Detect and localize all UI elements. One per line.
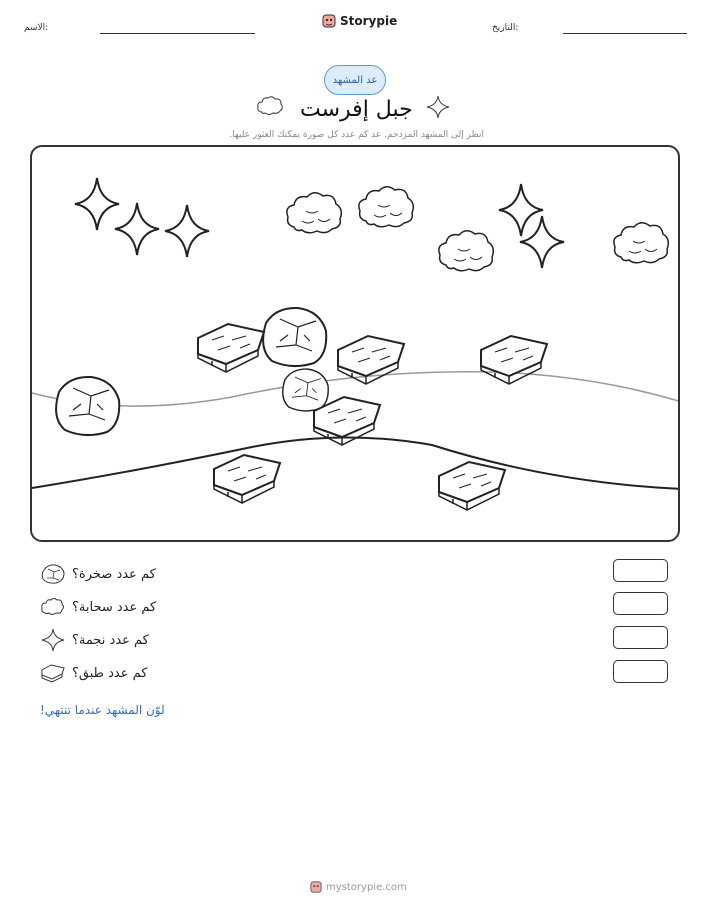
- star-icon: [165, 205, 209, 257]
- rock-icon: [283, 369, 328, 411]
- star-icon: [520, 216, 564, 268]
- tray-icon: [439, 462, 505, 510]
- question-text: كم عدد طبق؟: [72, 665, 148, 681]
- question-text: كم عدد صخرة؟: [72, 566, 156, 582]
- brand-logo: [322, 13, 397, 29]
- star-icon: [115, 203, 159, 255]
- name-label: الاسم:: [24, 23, 49, 33]
- rock-icon: [56, 377, 119, 435]
- cloud-icon: [256, 95, 284, 117]
- question-row-rock: [40, 563, 156, 585]
- cloud-icon: [287, 193, 341, 233]
- footer-brand: [310, 880, 407, 894]
- question-text: كم عدد سحابة؟: [72, 599, 157, 615]
- cloud-icon: [40, 596, 66, 618]
- tray-icon: [214, 455, 280, 503]
- scene-count-badge: عد المشهد: [324, 65, 386, 95]
- scene-panel: [30, 145, 680, 542]
- tray-icon: [40, 663, 66, 683]
- star-icon: [426, 95, 450, 119]
- question-row-cloud: [40, 596, 156, 618]
- star-icon: [499, 184, 543, 236]
- cloud-icon: [439, 231, 493, 271]
- question-row-tray: [40, 663, 148, 683]
- date-line[interactable]: [563, 33, 687, 34]
- instructions-text: انظر إلى المشهد المزدحم. عد كم عدد كل صورة يمكنك العثور عليها.: [229, 130, 484, 140]
- storypie-mascot-icon: [310, 880, 322, 894]
- star-icon: [75, 178, 119, 230]
- answer-box-star[interactable]: [613, 626, 668, 649]
- cloud-icon: [359, 187, 413, 227]
- storypie-mascot-icon: [322, 13, 336, 29]
- answer-box-cloud[interactable]: [613, 592, 668, 615]
- tray-icon: [338, 336, 404, 384]
- cloud-icon: [614, 223, 668, 263]
- name-line[interactable]: [100, 33, 255, 34]
- answer-box-tray[interactable]: [613, 660, 668, 683]
- star-icon: [40, 628, 66, 652]
- answer-box-rock[interactable]: [613, 559, 668, 582]
- footer-site[interactable]: mystorypie.com: [326, 881, 407, 893]
- rock-icon: [263, 308, 326, 366]
- tray-icon: [198, 324, 264, 372]
- page-title: جبل إفرست: [300, 97, 413, 122]
- question-row-star: [40, 628, 149, 652]
- tray-icon: [481, 336, 547, 384]
- brand-name: Storypie: [340, 14, 398, 28]
- date-label: التاريخ:: [492, 23, 519, 33]
- question-text: كم عدد نجمة؟: [72, 632, 149, 648]
- scene-illustration: [32, 147, 680, 542]
- rock-icon: [40, 563, 66, 585]
- color-instruction: لوّن المشهد عندما تنتهي!: [40, 703, 165, 717]
